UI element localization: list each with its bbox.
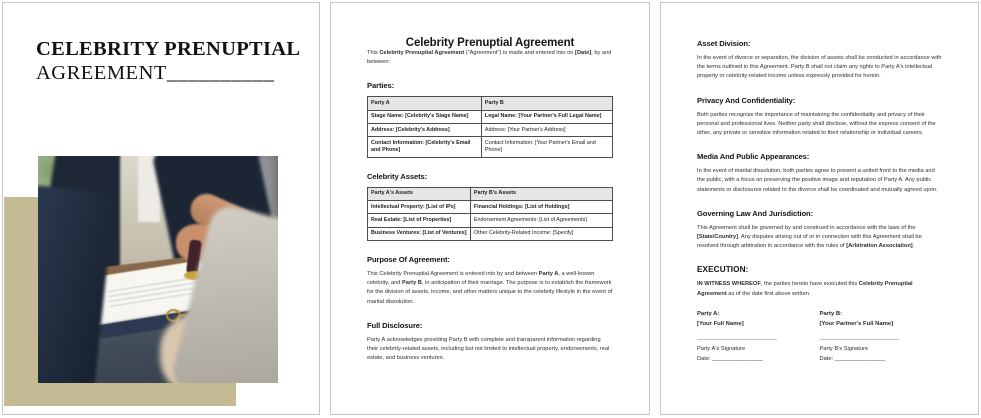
execution-heading: EXECUTION:	[697, 265, 749, 275]
table-cell: Intellectual Property: [List of IPs]	[368, 201, 471, 214]
party-b-signature-caption: Party B's Signature	[819, 345, 869, 352]
table-cell: Contact Information: [Celebrity's Email and Phone]	[368, 137, 482, 158]
party-a-signature-line: _______________________	[697, 334, 777, 341]
header-cell: Party B's Assets	[470, 187, 612, 200]
header-cell: Party A's Assets	[368, 187, 471, 200]
table-row	[368, 137, 613, 158]
governing-text: .	[912, 243, 915, 250]
intro-text: This	[367, 50, 380, 56]
disclosure-heading: Full Disclosure:	[367, 320, 423, 330]
media-heading: Media And Public Appearances:	[697, 152, 810, 162]
table-row	[368, 201, 613, 214]
assets-table	[367, 187, 613, 241]
witness-whereof: IN WITNESS WHEREOF	[697, 281, 761, 288]
table-cell: Contact Information: [Your Partner's Email and Phone]	[481, 137, 612, 158]
purpose-heading: Purpose Of Agreement:	[367, 255, 450, 265]
asset-division-paragraph: In the event of divorce or separation, the division of assets shall be conducted in accordance with the terms outlined in this Agreement. Party B shall not claim any rights to Party A's intellectual property or celebrity-related income unless expressly provided for herein.	[697, 55, 942, 80]
party-a-ref: Party A	[538, 271, 559, 278]
purpose-text: This Celebrity Prenuptial Agreement is entered into by and between	[367, 271, 539, 278]
governing-text: This Agreement shall be governed by and construed in accordance with the laws of the	[697, 224, 916, 231]
table-header-row	[368, 97, 613, 110]
cover-title-line2	[36, 61, 300, 85]
intro-date-placeholder: [Date]	[575, 50, 592, 56]
table-cell: Address: [Your Partner's Address]	[481, 124, 612, 137]
contract-signing-photo	[38, 156, 278, 383]
table-row	[368, 110, 613, 123]
table-cell: Other Celebrity-Related Income: [Specify]	[470, 227, 612, 240]
media-paragraph: In the event of marital dissolution, both parties agree to present a united front to the media and the public, with a focus on preserving the positive image and reputation of Party A. Any public statements or disclosures related to the divorce shall be coordinated and mutually agreed upon.	[697, 168, 938, 193]
purpose-paragraph	[367, 270, 613, 307]
document-title: Celebrity Prenuptial Agreement	[405, 37, 575, 49]
party-a-label: Party A:	[697, 310, 720, 317]
disclosure-paragraph: Party A acknowledges providing Party B with complete and transparent information regarding their celebrity-related assets, including but not limited to intellectual property, endorsements, real estate, and business ventures.	[367, 336, 610, 362]
party-b-ref: Party B	[402, 280, 422, 287]
execution-text: as of the date first above written.	[726, 290, 811, 297]
table-row	[368, 214, 613, 227]
parties-heading: Parties:	[367, 81, 395, 91]
privacy-paragraph: Both parties recognize the importance of maintaining the confidentiality and privacy of their personal and professional lives. Neither party shall disclose, without the express consent of the other, any private or sensitive information related to their relationship or individual careers.	[697, 111, 936, 137]
table-cell: Endorsement Agreements: [List of Agreements]	[470, 214, 612, 227]
signature-party-a	[697, 311, 820, 362]
table-cell: Address: [Celebrity's Address]	[368, 124, 482, 137]
party-a-name-placeholder: [Your Full Name]	[697, 320, 744, 327]
intro-agreement-name: Celebrity Prenuptial Agreement	[379, 50, 465, 56]
party-b-date-line: Date: ________________	[819, 355, 886, 362]
header-cell: Party A	[368, 97, 482, 110]
asset-division-heading: Asset Division:	[697, 39, 751, 48]
table-cell: Business Ventures: [List of Ventures]	[368, 227, 471, 240]
table-cell: Financial Holdings: [List of Holdings]	[470, 201, 612, 214]
table-row	[368, 124, 613, 137]
party-a-signature-caption: Party A's Signature	[697, 345, 746, 352]
governing-law-heading: Governing Law And Jurisdiction:	[697, 208, 814, 218]
header-cell: Party B	[481, 97, 612, 110]
party-a-date-line: Date: ________________	[697, 355, 763, 362]
state-country-placeholder: [State/Country]	[697, 234, 739, 241]
table-cell: Legal Name: [Your Partner's Full Legal Name]	[481, 110, 612, 123]
agreement-page-2	[660, 2, 979, 415]
intro-text: ("Agreement") is made and entered into on	[464, 50, 576, 56]
agreement-name-ref: Celebrity Prenuptial Agreement	[697, 281, 913, 297]
purpose-text: , a well-known celebrity, and	[367, 271, 595, 287]
cover-title-underline: __________	[166, 62, 275, 84]
assets-heading: Celebrity Assets:	[367, 171, 428, 181]
table-header-row	[368, 187, 613, 200]
intro-paragraph	[367, 49, 613, 67]
governing-law-paragraph	[697, 224, 942, 252]
table-row	[368, 227, 613, 240]
signature-party-b	[820, 311, 943, 362]
party-b-signature-line: _______________________	[819, 334, 900, 341]
cover-title	[36, 37, 300, 85]
cover-title-word: AGREEMENT	[36, 62, 167, 84]
intro-text: , by and between:	[367, 50, 612, 66]
signature-block	[697, 311, 942, 362]
party-b-name-placeholder: [Your Partner's Full Name]	[819, 320, 894, 327]
governing-text: . Any disputes arising out of or in connection with this Agreement shall be resolved through arbitration in accordance with the rules of	[697, 234, 922, 250]
execution-paragraph	[697, 280, 942, 298]
purpose-text: , in anticipation of their marriage. The purpose is to establish the framework for the division of assets, income, and other matters unique to the celebrity lifestyle in the event of marital dissolution.	[367, 280, 613, 305]
execution-text: , the parties hereto have executed this	[760, 281, 859, 288]
privacy-heading: Privacy And Confidentiality:	[697, 95, 796, 105]
table-cell: Real Estate: [List of Properties]	[368, 214, 471, 227]
arbitration-placeholder: [Arbitration Association]	[846, 243, 913, 250]
agreement-page-1	[330, 2, 650, 415]
table-cell: Stage Name: [Celebrity's Stage Name]	[368, 110, 482, 123]
cover-page	[2, 2, 320, 415]
party-b-label: Party B:	[819, 310, 843, 317]
cover-title-line1: CELEBRITY PRENUPTIAL	[36, 38, 301, 60]
parties-table	[367, 96, 613, 157]
